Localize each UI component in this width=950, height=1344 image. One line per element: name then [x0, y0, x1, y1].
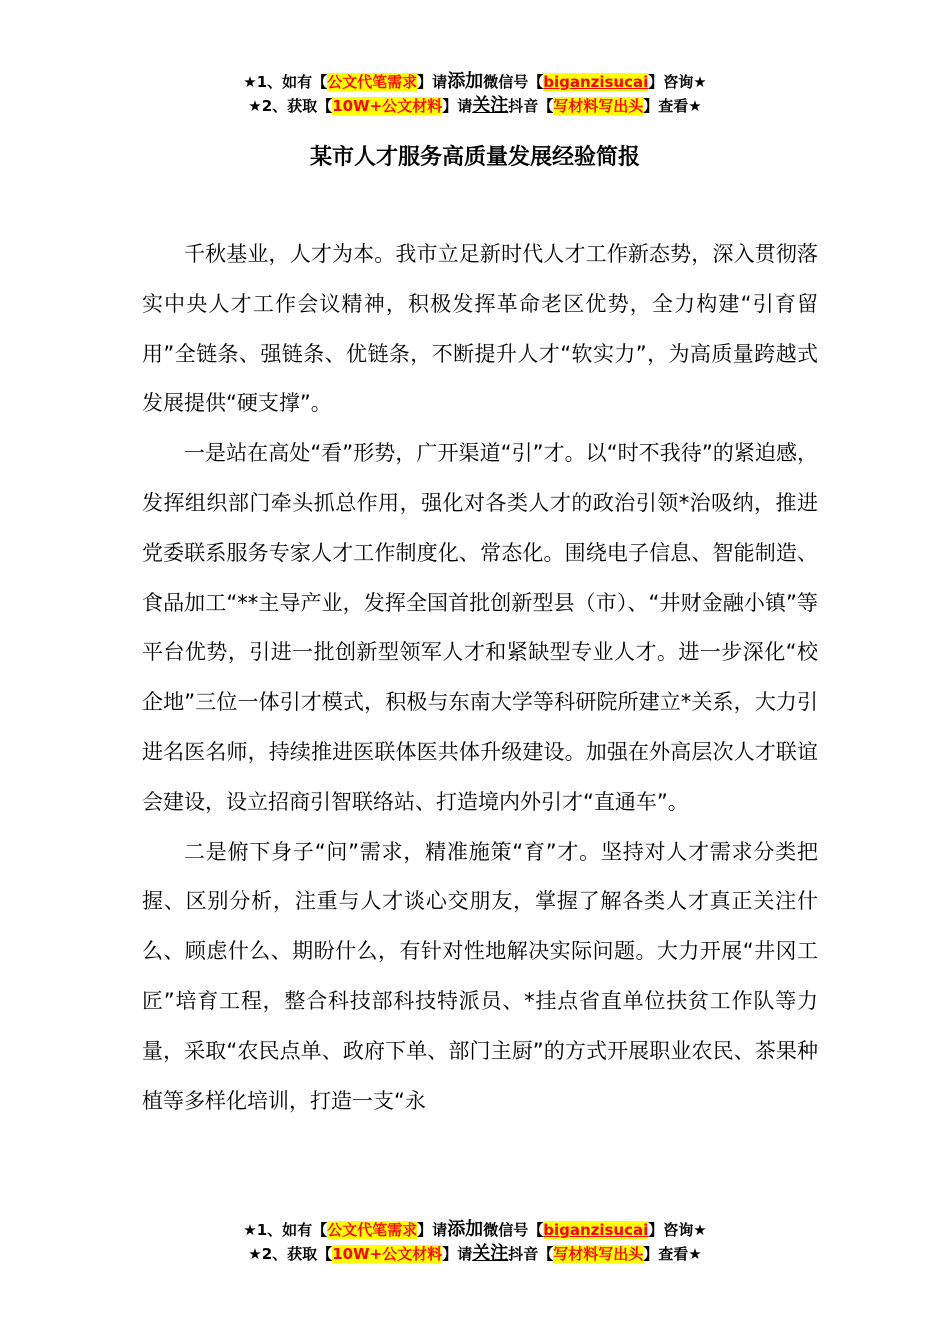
promo-text: 抖音【	[508, 1245, 554, 1263]
promo-line-2	[0, 94, 950, 118]
paragraph-point-two: 二是俯下身子“问”需求，精准施策“育”才。坚持对人才需求分类把握、区别分析，注重与人才谈心交朋友，掌握了解各类人才真正关注什么、顾虑什么、期盼什么，有针对性地解决实际问题。大力开展“井冈工匠”培育工程，整合科技部科技特派员、*挂点省直单位扶贫工作队等力量，采取“农民点单、政府下单、部门主厨”的方式开展职业农民、茶果种植等多样化培训，打造一支“永	[142, 839, 818, 1113]
promo-banner-top	[0, 70, 950, 118]
highlight-service: 公文代笔需求	[327, 73, 418, 91]
highlight-materials: 10W+公文材料	[332, 1245, 443, 1263]
paragraph-intro: 千秋基业，人才为本。我市立足新时代人才工作新态势，深入贯彻落实中央人才工作会议精神，积极发挥革命老区优势，全力构建“引育留用”全链条、强链条、优链条，不断提升人才“软实力”，为高质量跨越式发展提供“硬支撑”。	[142, 242, 818, 416]
promo-text: 微信号【	[483, 73, 544, 91]
wechat-id: biganzisucai	[543, 1221, 649, 1239]
promo-text: 】请	[417, 73, 448, 91]
wechat-id: biganzisucai	[543, 73, 649, 91]
promo-text: ★2、获取【	[248, 97, 333, 115]
promo-line-1	[0, 70, 950, 94]
promo-emphasis: 添加	[447, 71, 484, 92]
document-body	[142, 230, 818, 1126]
promo-emphasis: 添加	[447, 1219, 484, 1240]
promo-line-1	[0, 1218, 950, 1242]
document-title: 某市人才服务高质量发展经验简报	[309, 145, 640, 170]
promo-banner-bottom	[0, 1218, 950, 1266]
promo-text: 】查看★	[643, 97, 702, 115]
promo-text: 微信号【	[483, 1221, 544, 1239]
douyin-account: 写材料写出头	[553, 1245, 644, 1263]
promo-emphasis: 关注	[472, 1243, 509, 1264]
promo-text: ★1、如有【	[243, 73, 328, 91]
promo-text: 】请	[442, 1245, 473, 1263]
promo-text: 】咨询★	[648, 1221, 707, 1239]
promo-emphasis: 关注	[472, 95, 509, 116]
douyin-account: 写材料写出头	[553, 97, 644, 115]
promo-text: ★2、获取【	[248, 1245, 333, 1263]
paragraph-point-one: 一是站在高处“看”形势，广开渠道“引”才。以“时不我待”的紧迫感，发挥组织部门牵头抓总作用，强化对各类人才的政治引领*治吸纳，推进党委联系服务专家人才工作制度化、常态化。围绕电子信息、智能制造、食品加工“**主导产业，发挥全国首批创新型县（市）、“井财金融小镇”等平台优势，引进一批创新型领军人才和紧缺型专业人才。进一步深化“校企地”三位一体引才模式，积极与东南大学等科研院所建立*关系，大力引进名医名师，持续推进医联体医共体升级建设。加强在外高层次人才联谊会建设，设立招商引智联络站、打造境内外引才“直通车”。	[142, 441, 818, 814]
highlight-materials: 10W+公文材料	[332, 97, 443, 115]
promo-text: 】请	[442, 97, 473, 115]
promo-text: 】请	[417, 1221, 448, 1239]
promo-text: 】咨询★	[648, 73, 707, 91]
promo-text: 抖音【	[508, 97, 554, 115]
highlight-service: 公文代笔需求	[327, 1221, 418, 1239]
promo-text: ★1、如有【	[243, 1221, 328, 1239]
promo-text: 】查看★	[643, 1245, 702, 1263]
promo-line-2	[0, 1242, 950, 1266]
